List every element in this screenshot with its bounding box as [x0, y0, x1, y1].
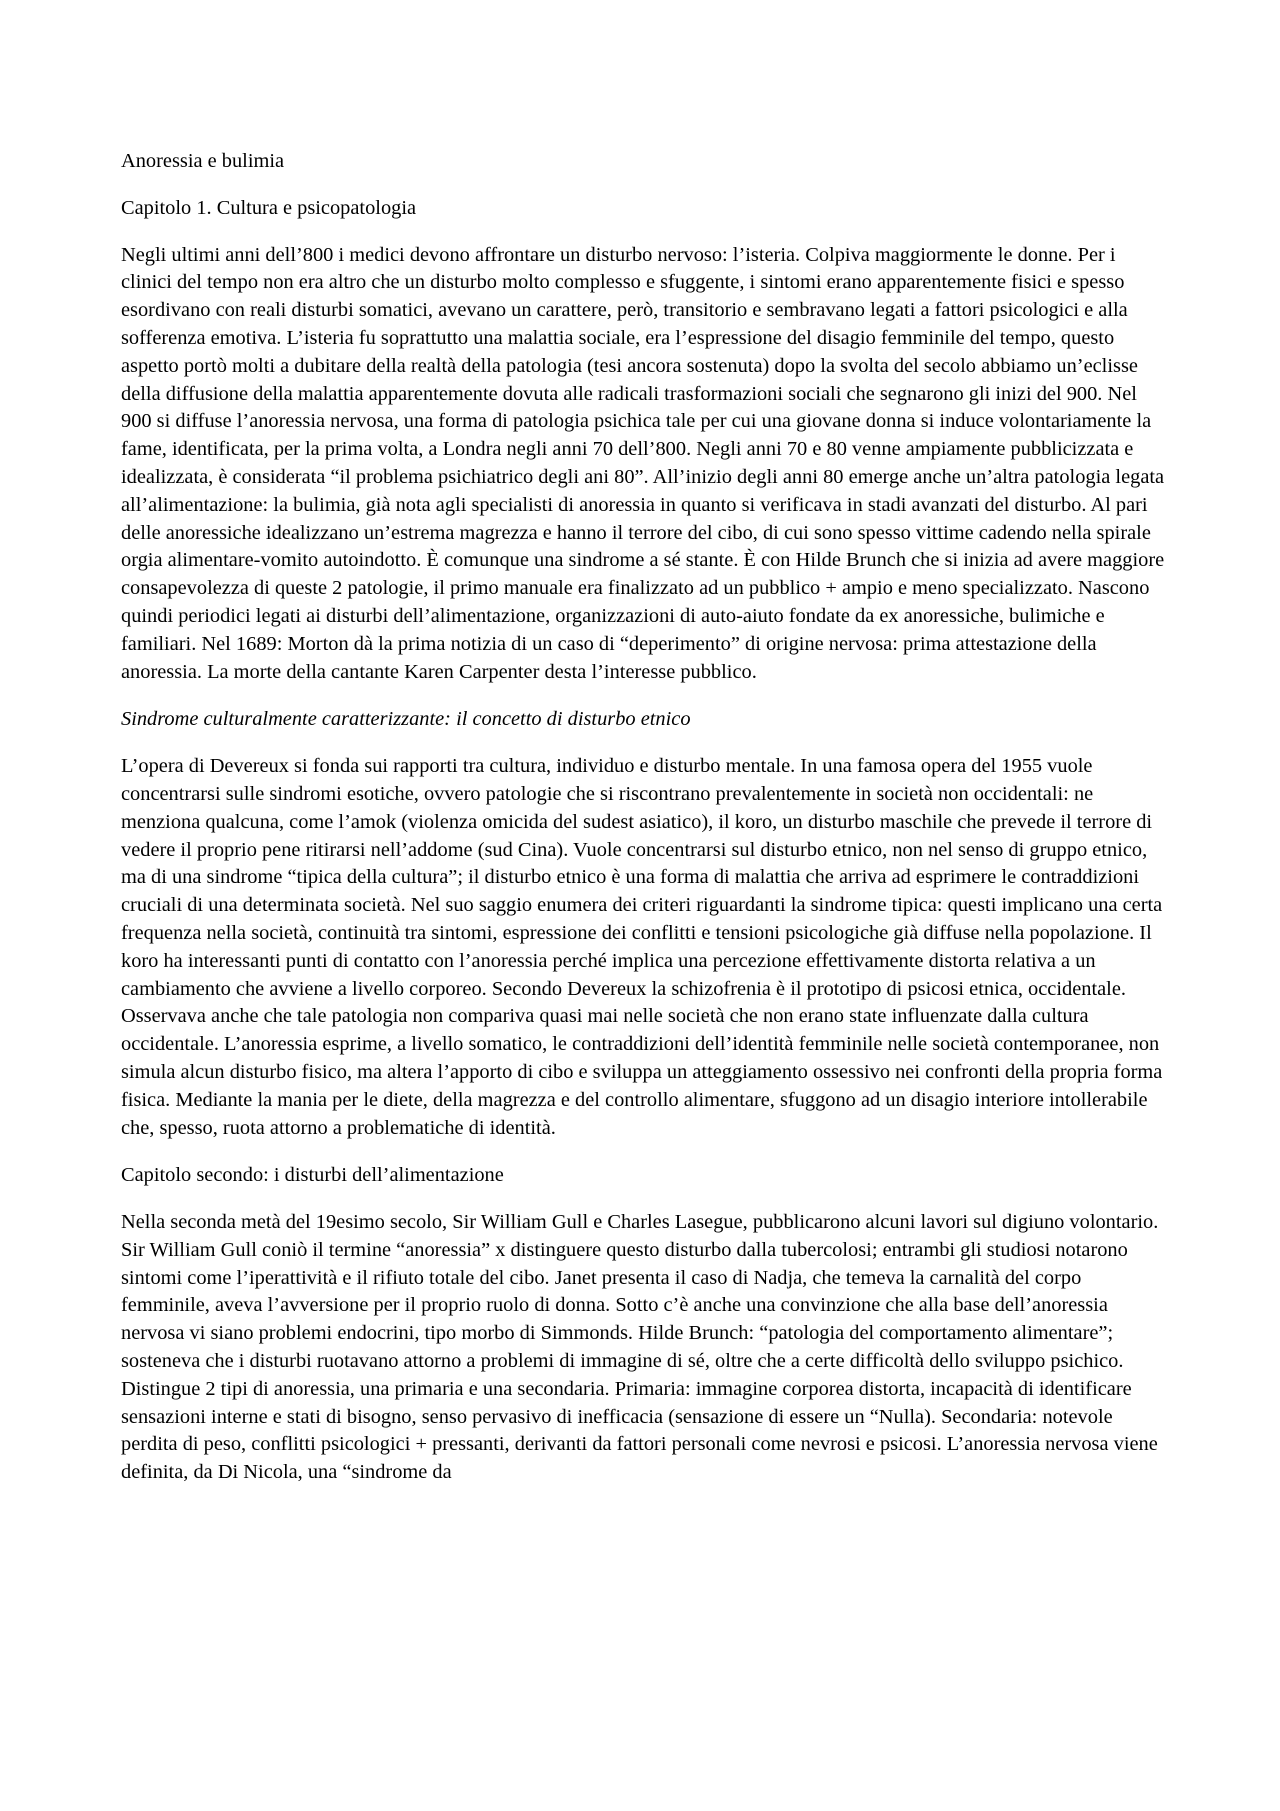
- chapter-1-heading: Capitolo 1. Cultura e psicopatologia: [121, 196, 417, 219]
- chapter-2-paragraph: Nella seconda metà del 19esimo secolo, Sir William Gull e Charles Lasegue, pubblicarono alcuni lavori sul digiuno volontario. Sir William Gull coniò il termine “anoressia” x distinguere questo disturbo dalla tubercolosi; entrambi gli studiosi notarono sintomi come l’iperattività e il rifiuto totale del cibo. Janet presenta il caso di Nadja, che temeva la carnalità del corpo femminile, aveva l’avversione per il proprio ruolo di donna. Sotto c’è anche una convinzione che alla base dell’anoressia nervosa vi siano problemi endocrini, tipo morbo di Simmonds. Hilde Brunch: “patologia del comportamento alimentare”; sosteneva che i disturbi ruotavano attorno a problemi di immagine di sé, oltre che a certe difficoltà dello sviluppo psichico. Distingue 2 tipi di anoressia, una primaria e una secondaria. Primaria: immagine corporea distorta, incapacità di identificare sensazioni interne e stati di bisogno, senso pervasivo di inefficacia (sensazione di essere un “Nulla). Secondaria: notevole perdita di peso, conflitti psicologici + pressanti, derivanti da fattori personali come nevrosi e psicosi. L’anoressia nervosa viene definita, da Di Nicola, una “sindrome da: [121, 1211, 1159, 1484]
- section-heading-cultural-syndrome: Sindrome culturalmente caratterizzante: il concetto di disturbo etnico: [121, 708, 691, 731]
- chapter-2-heading: Capitolo secondo: i disturbi dell’alimentazione: [121, 1164, 504, 1187]
- chapter-1-paragraph: Negli ultimi anni dell’800 i medici devono affrontare un disturbo nervoso: l’isteria. Colpiva maggiormente le donne. Per i clinici del tempo non era altro che un disturbo molto complesso e sfuggente, i sintomi erano apparentemente fisici e spesso esordivano con reali disturbi somatici, avevano un carattere, però, transitorio e sembravano legati a fattori psicologici e alla sofferenza emotiva. L’isteria fu soprattutto una malattia sociale, era l’espressione del disagio femminile del tempo, questo aspetto portò molti a dubitare della realtà della patologia (tesi ancora sostenuta) dopo la svolta del secolo abbiamo un’eclisse della diffusione della malattia apparentemente dovuta alle radicali trasformazioni sociali che segnarono gli inizi del 900. Nel 900 si diffuse l’anoressia nervosa, una forma di patologia psichica tale per cui una giovane donna si induce volontariamente la fame, identificata, per la prima volta, a Londra negli anni 70 dell’800. Negli anni 70 e 80 venne ampiamente pubblicizzata e idealizzata, è considerata “il problema psichiatrico degli ani 80”. All’inizio degli anni 80 emerge anche un’altra patologia legata all’alimentazione: la bulimia, già nota agli specialisti di anoressia in quanto si verificava in stadi avanzati del disturbo. Al pari delle anoressiche idealizzano un’estrema magrezza e hanno il terrore del cibo, di cui sono spesso vittime cadendo nella spirale orgia alimentare-vomito autoindotto. È comunque una sindrome a sé stante. È con Hilde Brunch che si inizia ad avere maggiore consapevolezza di queste 2 patologie, il primo manuale era finalizzato ad un pubblico + ampio e meno specializzato. Nascono quindi periodici legati ai disturbi dell’alimentazione, organizzazioni di auto-aiuto fondate da ex anoressiche, bulimiche e familiari. Nel 1689: Morton dà la prima notizia di un caso di “deperimento” di origine nervosa: prima attestazione della anoressia. La morte della cantante Karen Carpenter desta l’interesse pubblico.: [121, 243, 1165, 683]
- document-page: [121, 148, 1171, 1507]
- section-paragraph-ethnic-disorder: L’opera di Devereux si fonda sui rapporti tra cultura, individuo e disturbo mentale. In una famosa opera del 1955 vuole concentrarsi sulle sindromi esotiche, ovvero patologie che si riscontrano prevalentemente in società non occidentali: ne menziona qualcuna, come l’amok (violenza omicida del sudest asiatico), il koro, un disturbo maschile che prevede il terrore di vedere il proprio pene ritirarsi nell’addome (sud Cina). Vuole concentrarsi sul disturbo etnico, non nel senso di gruppo etnico, ma di una sindrome “tipica della cultura”; il disturbo etnico è una forma di malattia che arriva ad esprimere le contraddizioni cruciali di una determinata società. Nel suo saggio enumera dei criteri riguardanti la sindrome tipica: questi implicano una certa frequenza nella società, continuità tra sintomi, espressione dei conflitti e tensioni psicologiche già diffuse nella popolazione. Il koro ha interessanti punti di contatto con l’anoressia perché implica una percezione effettivamente distorta relativa a un cambiamento che avviene a livello corporeo. Secondo Devereux la schizofrenia è il prototipo di psicosi etnica, occidentale. Osservava anche che tale patologia non compariva quasi mai nelle società che non erano state influenzate dalla cultura occidentale. L’anoressia esprime, a livello somatico, le contraddizioni dell’identità femminile nelle società contemporanee, non simula alcun disturbo fisico, ma altera l’apporto di cibo e sviluppa un atteggiamento ossessivo nei confronti della propria forma fisica. Mediante la mania per le diete, della magrezza e del controllo alimentare, sfuggono ad un disagio interiore intollerabile che, spesso, ruota attorno a problematiche di identità.: [121, 755, 1163, 1139]
- document-title: Anoressia e bulimia: [121, 150, 285, 172]
